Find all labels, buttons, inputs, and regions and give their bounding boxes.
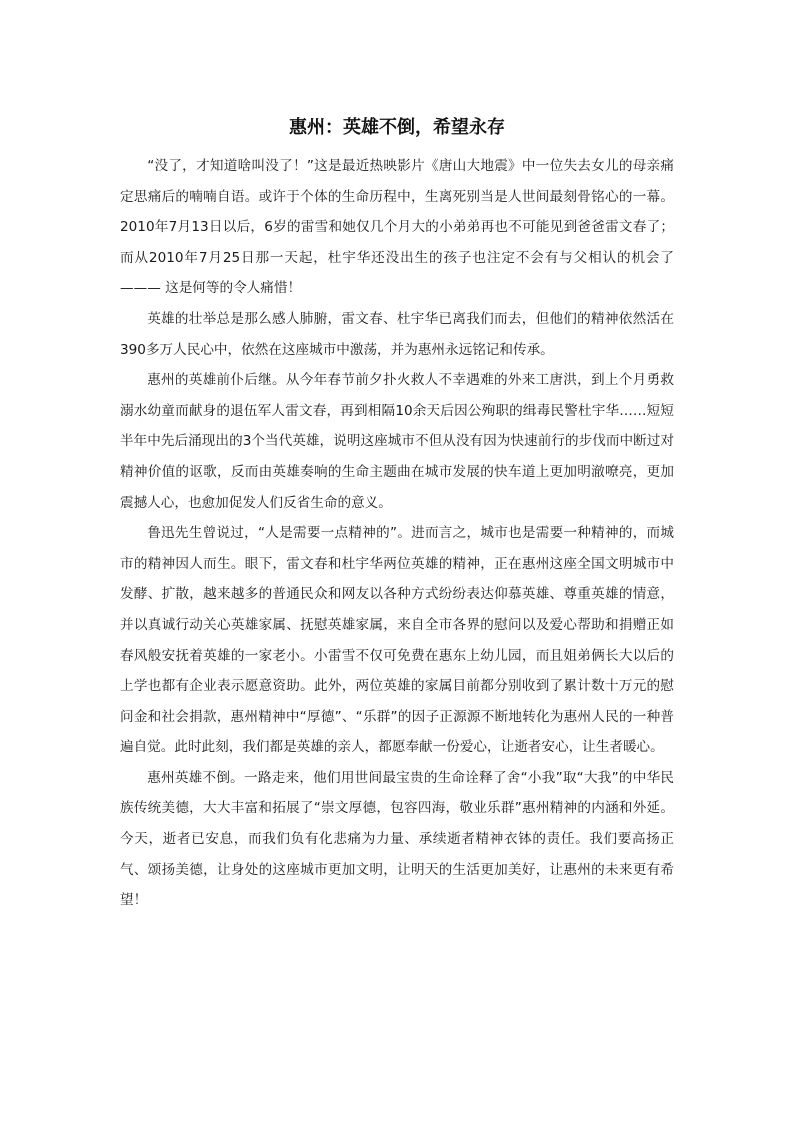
document-title: 惠州：英雄不倒，希望永存 [289, 117, 505, 139]
paragraph-2: 英雄的壮举总是那么感人肺腑，雷文春、杜宇华已离我们而去，但他们的精神依然活在390多万人民心中，依然在这座城市中激荡，并为惠州永远铭记和传承。 [120, 310, 674, 358]
paragraph-1: “没了，才知道啥叫没了！”这是最近热映影片《唐山大地震》中一位失去女儿的母亲痛定思痛后的喃喃自语。或许于个体的生命历程中，生离死别当是人世间最刻骨铭心的一幕。2010年7月13日以后，6岁的雷雪和她仅几个月大的小弟弟再也不可能见到爸爸雷文春了；而从2010年7月25日那一天起，杜宇华还没出生的孩子也注定不会有与父相认的机会了——— 这是何等的令人痛惜！ [120, 158, 674, 297]
paragraph-5: 惠州英雄不倒。一路走来，他们用世间最宝贵的生命诠释了舍“小我”取“大我”的中华民族传统美德，大大丰富和拓展了“崇文厚德，包容四海，敬业乐群”惠州精神的内涵和外延。今天，逝者已安息，而我们负有化悲痛为力量、承续逝者精神衣钵的责任。我们要高扬正气、颂扬美德，让身处的这座城市更加文明，让明天的生活更加美好，让惠州的未来更有希望！ [120, 769, 674, 909]
paragraph-4: 鲁迅先生曾说过，“人是需要一点精神的”。进而言之，城市也是需要一种精神的，而城市的精神因人而生。眼下，雷文春和杜宇华两位英雄的精神，正在惠州这座全国文明城市中发酵、扩散，越来越多的普通民众和网友以各种方式纷纷表达仰慕英雄、尊重英雄的情意，并以真诚行动关心英雄家属、抚慰英雄家属，来自全市各界的慰问以及爱心帮助和捐赠正如春风般安抚着英雄的一家老小。小雷雪不仅可免费在惠东上幼儿园，而且姐弟俩长大以后的上学也都有企业表示愿意资助。此外，两位英雄的家属目前都分别收到了累计数十万元的慰问金和社会捐款，惠州精神中“厚德”、“乐群”的因子正源源不断地转化为惠州人民的一种普遍自觉。此时此刻，我们都是英雄的亲人，都愿奉献一份爱心，让逝者安心，让生者暖心。 [120, 525, 674, 756]
document-body [120, 151, 674, 916]
paragraph-3: 惠州的英雄前仆后继。从今年春节前夕扑火救人不幸遇难的外来工唐洪，到上个月勇救溺水幼童而献身的退伍军人雷文春，再到相隔10余天后因公殉职的缉毒民警杜宇华……短短半年中先后涌现出的3个当代英雄，说明这座城市不但从没有因为快速前行的步伐而中断过对精神价值的讴歌，反而由英雄奏响的生命主题曲在城市发展的快车道上更加明澈嘹亮，更加震撼人心，也愈加促发人们反省生命的意义。 [120, 372, 674, 511]
